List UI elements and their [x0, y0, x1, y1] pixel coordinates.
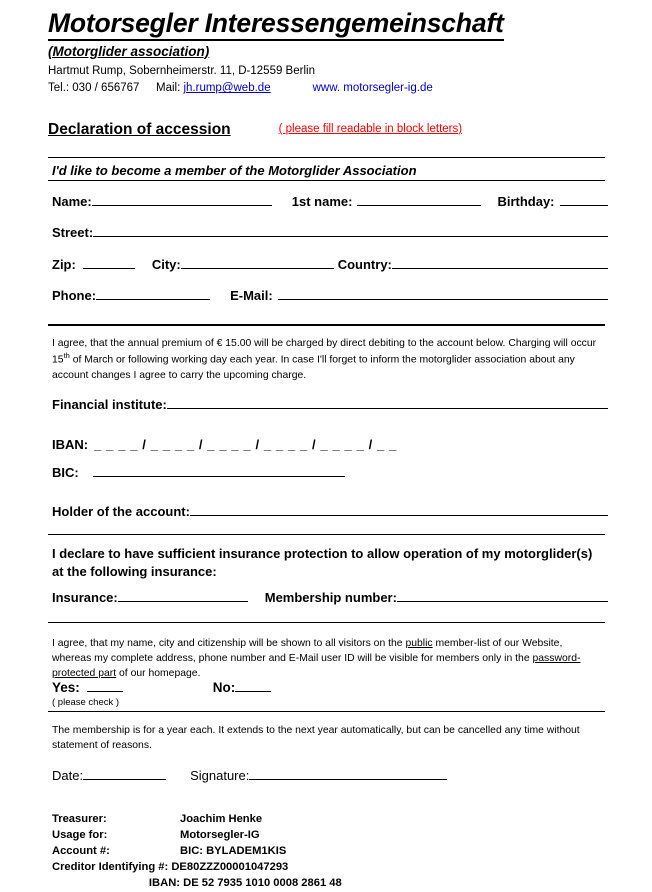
no-checkbox-blank[interactable] [235, 679, 271, 692]
privacy-public-term: public [405, 638, 433, 649]
country-input[interactable] [392, 256, 608, 269]
footer-account-line [52, 844, 342, 860]
footer-treasurer-label: Treasurer: [52, 813, 107, 825]
financial-institute-row [52, 396, 608, 412]
yes-checkbox-blank[interactable] [87, 679, 123, 692]
phone-input[interactable] [96, 287, 210, 300]
premium-superscript: th [63, 351, 70, 361]
divider-above-membership-term [48, 711, 605, 712]
footer-usage-value: Motorsegler-IG [180, 828, 260, 841]
premium-agreement-paragraph [52, 336, 604, 383]
name-field-row [52, 193, 608, 209]
phone-email-field-row [52, 287, 608, 303]
footer-treasurer-value: Joachim Henke [180, 813, 263, 825]
divider-below-intent [48, 180, 605, 181]
date-input[interactable] [83, 767, 166, 780]
contact-row [48, 81, 608, 97]
privacy-agreement-paragraph [52, 636, 604, 681]
insurance-input[interactable] [118, 589, 248, 602]
street-label: Street: [52, 225, 94, 240]
membership-number-input[interactable] [397, 589, 608, 602]
footer-usage-line [52, 828, 342, 844]
privacy-password-term: password-protected part [52, 653, 581, 680]
signature-label: Signature: [190, 768, 250, 783]
financial-institute-label: Financial institute: [52, 397, 167, 412]
zip-city-country-field-row [52, 256, 608, 272]
name-input[interactable] [92, 193, 272, 206]
mail-label: Mail: [156, 82, 181, 95]
premium-text-part1: I agree, that the annual premium of € 15.00 will be charged by direct debiting to the account below. Charging will occur 15 [52, 338, 597, 366]
divider-above-insurance [48, 534, 605, 535]
footer-creditor-value: DE80ZZZ00001047293 [171, 860, 289, 873]
membership-intent-text: I'd like to become a member of the Motorglider Association [52, 163, 417, 178]
signature-row [52, 767, 447, 783]
country-label: Country: [337, 257, 392, 272]
organization-title: Motorsegler Interessengemeinschaft [48, 10, 504, 41]
account-holder-input[interactable] [190, 503, 608, 516]
page-title: Declaration of accession [48, 121, 231, 138]
account-holder-row [52, 503, 608, 519]
privacy-text-before: I agree, that my name, city and citizenship will be shown to all visitors on the [52, 638, 406, 649]
email-input[interactable] [278, 287, 608, 300]
no-label: No: [212, 680, 236, 695]
financial-institute-input[interactable] [167, 396, 608, 409]
organization-subtitle: (Motorglider association) [48, 43, 210, 59]
membership-term-paragraph: The membership is for a year each. It extends to the next year automatically, but can be cancelled any time without statement of reasons. [52, 725, 580, 752]
zip-input[interactable] [83, 256, 135, 269]
footer-iban-value: DE 52 7935 1010 0008 2861 48 [183, 876, 342, 889]
document-header [48, 10, 608, 97]
bic-label: BIC: [52, 465, 79, 480]
divider-above-premium [48, 324, 605, 326]
insurance-field-row [52, 589, 608, 605]
organization-address: Hartmut Rump, Sobernheimerstr. 11, D-12559 Berlin [48, 64, 315, 77]
declaration-header-row [48, 121, 608, 139]
footer-account-value: BIC: BYLADEM1KIS [180, 844, 287, 857]
birthday-label: Birthday: [497, 194, 555, 209]
phone-label: Phone: [52, 288, 97, 303]
footer-account-label: Account #: [52, 844, 110, 857]
footer-treasurer-line [52, 812, 342, 828]
account-holder-label: Holder of the account: [52, 504, 190, 519]
membership-number-label: Membership number: [264, 590, 397, 605]
first-name-label: 1st name: [291, 194, 353, 209]
iban-row [52, 437, 397, 452]
website-link[interactable]: www. motorsegler-ig.de [312, 82, 433, 95]
privacy-consent-row [52, 679, 271, 695]
street-field-row [52, 224, 608, 240]
insurance-label: Insurance: [52, 590, 118, 605]
divider-above-intent [48, 157, 605, 158]
please-check-note: ( please check ) [52, 697, 120, 708]
insurance-declaration-text: I declare to have sufficient insurance protection to allow operation of my motorglider(s) at the following insurance: [52, 546, 593, 579]
yes-label: Yes: [52, 680, 80, 695]
first-name-input[interactable] [357, 193, 481, 206]
birthday-input[interactable] [560, 193, 608, 206]
document-footer [52, 812, 342, 892]
telephone-text: Tel.: 030 / 656767 [48, 82, 140, 95]
signature-input[interactable] [249, 767, 447, 780]
fill-instruction-note: ( please fill readable in block letters) [278, 123, 463, 135]
city-input[interactable] [181, 256, 334, 269]
email-label: E-Mail: [230, 288, 273, 303]
zip-label: Zip: [52, 257, 76, 272]
iban-input-pattern[interactable]: _ _ _ _ / _ _ _ _ / _ _ _ _ / _ _ _ _ / _ _ _ _ / _ _ [94, 437, 397, 452]
footer-iban-line [52, 876, 342, 892]
bic-row [52, 464, 345, 480]
footer-creditor-line [52, 860, 342, 876]
name-label: Name: [52, 194, 92, 209]
city-label: City: [151, 257, 181, 272]
footer-iban-label: IBAN: [148, 876, 180, 889]
footer-creditor-label: Creditor Identifying #: [52, 860, 169, 873]
street-input[interactable] [93, 224, 608, 237]
footer-usage-label: Usage for: [52, 828, 108, 841]
divider-above-privacy [48, 622, 605, 623]
email-link[interactable]: jh.rump@web.de [183, 82, 271, 95]
iban-label: IBAN: [52, 437, 89, 452]
privacy-text-middle: member-list of our Website, whereas my complete address, phone number and E-Mail user ID will be visible for members only in the [52, 638, 563, 665]
bic-input[interactable] [93, 464, 345, 477]
date-label: Date: [52, 768, 84, 783]
premium-text-part2: of March or following working day each year. In case I'll forget to inform the motorglider association about any account changes I agree to carry the upcoming charge. [52, 354, 575, 381]
privacy-text-after: of our homepage. [116, 668, 201, 680]
